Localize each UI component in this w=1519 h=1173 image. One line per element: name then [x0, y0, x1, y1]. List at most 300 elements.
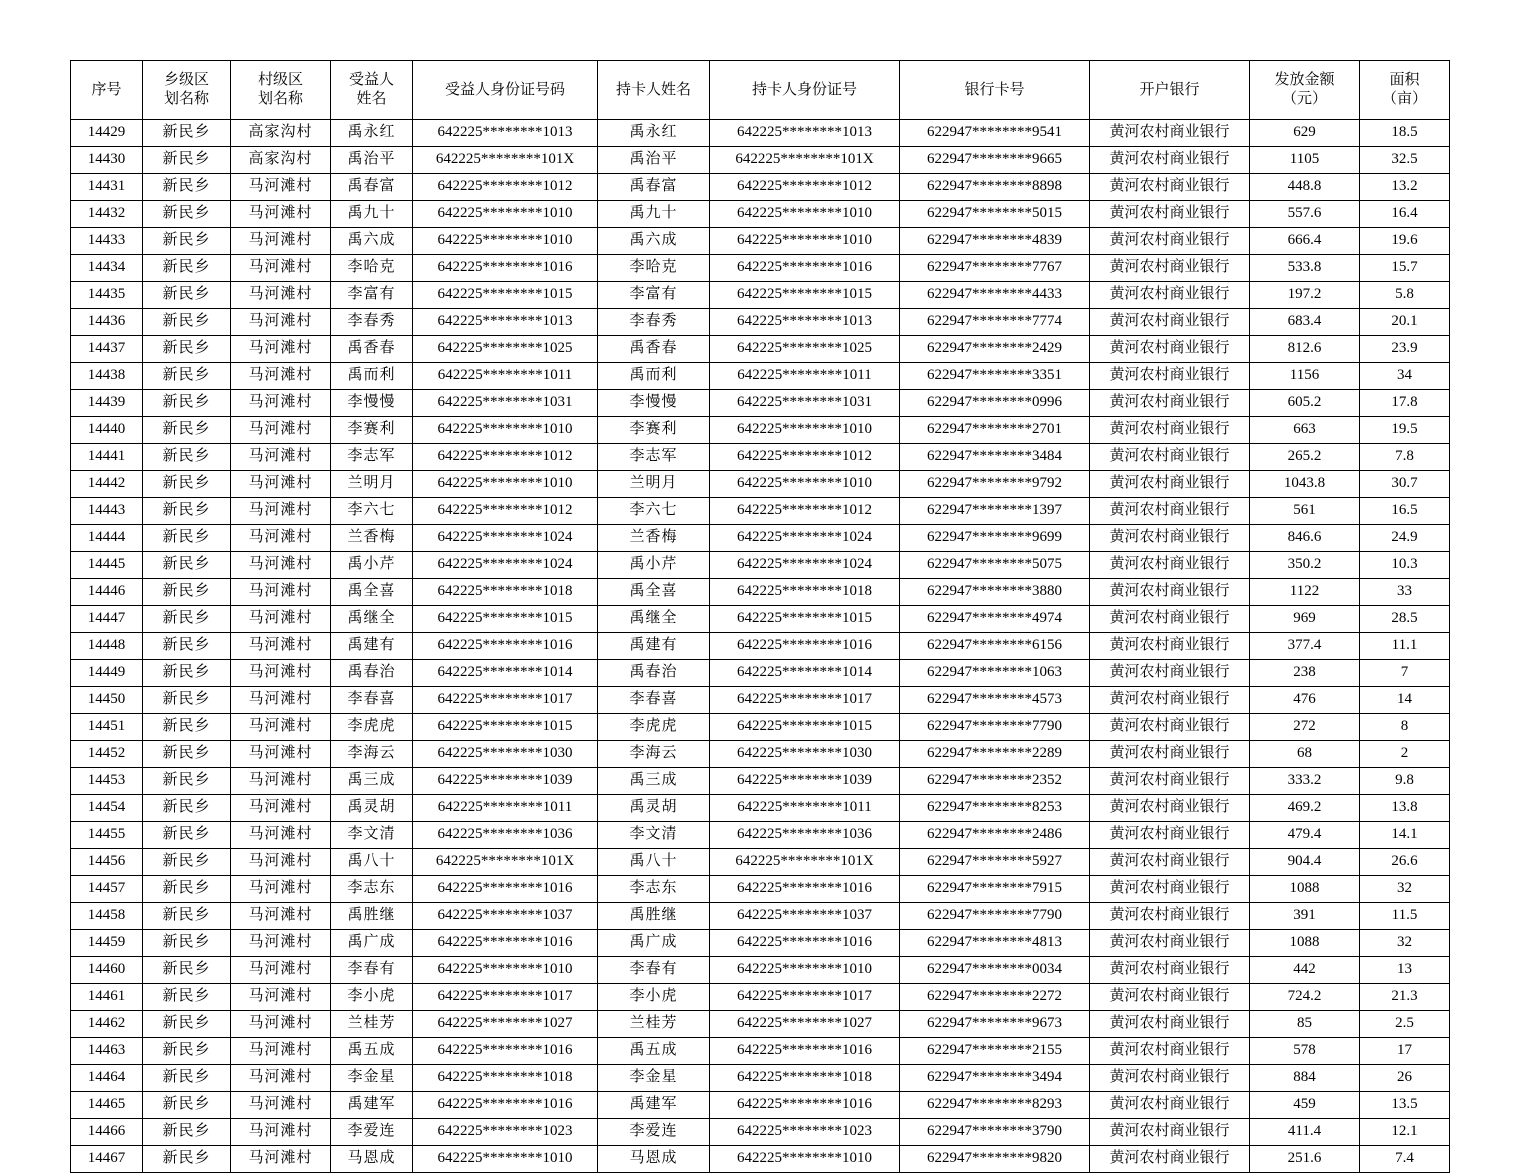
cell-area: 19.5 — [1360, 417, 1450, 444]
cell-bank: 黄河农村商业银行 — [1090, 498, 1250, 525]
cell-bank-card-number: 622947********1063 — [900, 660, 1090, 687]
table-row — [71, 876, 1450, 903]
cell-seq: 14467 — [71, 1146, 143, 1173]
cell-bank-card-number: 622947********8253 — [900, 795, 1090, 822]
header-line-1: 银行卡号 — [964, 81, 1025, 98]
cell-township: 新民乡 — [143, 201, 231, 228]
cell-beneficiary-id: 642225********1031 — [413, 390, 598, 417]
table-row — [71, 714, 1450, 741]
cell-amount: 1088 — [1250, 930, 1360, 957]
cell-bank-card-number: 622947********5075 — [900, 552, 1090, 579]
cell-township: 新民乡 — [143, 174, 231, 201]
cell-bank-card-number: 622947********9699 — [900, 525, 1090, 552]
cell-township: 新民乡 — [143, 660, 231, 687]
cell-seq: 14457 — [71, 876, 143, 903]
cell-village: 马河滩村 — [231, 660, 331, 687]
cell-seq: 14436 — [71, 309, 143, 336]
cell-area: 13 — [1360, 957, 1450, 984]
cell-seq: 14437 — [71, 336, 143, 363]
cell-beneficiary-id: 642225********1010 — [413, 1146, 598, 1173]
cell-cardholder-name: 李文清 — [598, 822, 710, 849]
cell-area: 24.9 — [1360, 525, 1450, 552]
cell-area: 11.1 — [1360, 633, 1450, 660]
table-row — [71, 957, 1450, 984]
cell-beneficiary-id: 642225********1016 — [413, 255, 598, 282]
cell-beneficiary-id: 642225********1037 — [413, 903, 598, 930]
cell-bank: 黄河农村商业银行 — [1090, 1065, 1250, 1092]
cell-bank-card-number: 622947********4813 — [900, 930, 1090, 957]
cell-bank: 黄河农村商业银行 — [1090, 336, 1250, 363]
cell-cardholder-id: 642225********1010 — [710, 417, 900, 444]
cell-village: 马河滩村 — [231, 633, 331, 660]
table-row — [71, 795, 1450, 822]
cell-beneficiary-name: 李春秀 — [331, 309, 413, 336]
cell-bank: 黄河农村商业银行 — [1090, 795, 1250, 822]
cell-amount: 251.6 — [1250, 1146, 1360, 1173]
cell-amount: 904.4 — [1250, 849, 1360, 876]
header-bank-card-number — [900, 61, 1090, 120]
table-row — [71, 552, 1450, 579]
cell-amount: 272 — [1250, 714, 1360, 741]
cell-cardholder-name: 李志军 — [598, 444, 710, 471]
cell-seq: 14455 — [71, 822, 143, 849]
cell-area: 23.9 — [1360, 336, 1450, 363]
cell-township: 新民乡 — [143, 444, 231, 471]
table-row — [71, 282, 1450, 309]
cell-cardholder-id: 642225********1039 — [710, 768, 900, 795]
cell-village: 马河滩村 — [231, 768, 331, 795]
table-row — [71, 1146, 1450, 1173]
cell-bank: 黄河农村商业银行 — [1090, 741, 1250, 768]
cell-area: 28.5 — [1360, 606, 1450, 633]
cell-bank-card-number: 622947********2486 — [900, 822, 1090, 849]
cell-village: 马河滩村 — [231, 1119, 331, 1146]
cell-bank: 黄河农村商业银行 — [1090, 552, 1250, 579]
cell-beneficiary-id: 642225********1010 — [413, 471, 598, 498]
cell-cardholder-name: 禹灵胡 — [598, 795, 710, 822]
cell-area: 34 — [1360, 363, 1450, 390]
cell-village: 马河滩村 — [231, 201, 331, 228]
table-row — [71, 444, 1450, 471]
cell-township: 新民乡 — [143, 714, 231, 741]
cell-bank-card-number: 622947********2352 — [900, 768, 1090, 795]
cell-cardholder-name: 禹六成 — [598, 228, 710, 255]
cell-area: 14.1 — [1360, 822, 1450, 849]
header-line-2: （亩） — [1381, 91, 1427, 107]
cell-beneficiary-name: 禹胜继 — [331, 903, 413, 930]
header-line-1: 村级区 — [257, 72, 303, 89]
cell-amount: 557.6 — [1250, 201, 1360, 228]
cell-amount: 68 — [1250, 741, 1360, 768]
cell-beneficiary-id: 642225********1027 — [413, 1011, 598, 1038]
cell-beneficiary-name: 禹香春 — [331, 336, 413, 363]
cell-township: 新民乡 — [143, 1092, 231, 1119]
cell-cardholder-id: 642225********1013 — [710, 309, 900, 336]
cell-bank: 黄河农村商业银行 — [1090, 525, 1250, 552]
cell-bank: 黄河农村商业银行 — [1090, 228, 1250, 255]
cell-beneficiary-name: 李虎虎 — [331, 714, 413, 741]
cell-cardholder-id: 642225********1023 — [710, 1119, 900, 1146]
cell-bank-card-number: 622947********3351 — [900, 363, 1090, 390]
cell-village: 马河滩村 — [231, 498, 331, 525]
cell-seq: 14446 — [71, 579, 143, 606]
cell-village: 马河滩村 — [231, 1146, 331, 1173]
cell-amount: 724.2 — [1250, 984, 1360, 1011]
cell-cardholder-name: 禹九十 — [598, 201, 710, 228]
cell-amount: 333.2 — [1250, 768, 1360, 795]
cell-area: 16.5 — [1360, 498, 1450, 525]
cell-seq: 14465 — [71, 1092, 143, 1119]
cell-bank-card-number: 622947********7767 — [900, 255, 1090, 282]
cell-seq: 14447 — [71, 606, 143, 633]
cell-cardholder-id: 642225********1018 — [710, 579, 900, 606]
cell-cardholder-id: 642225********1037 — [710, 903, 900, 930]
cell-cardholder-name: 李海云 — [598, 741, 710, 768]
cell-bank: 黄河农村商业银行 — [1090, 417, 1250, 444]
cell-township: 新民乡 — [143, 984, 231, 1011]
cell-beneficiary-name: 兰桂芳 — [331, 1011, 413, 1038]
cell-area: 26.6 — [1360, 849, 1450, 876]
cell-seq: 14444 — [71, 525, 143, 552]
cell-beneficiary-id: 642225********1013 — [413, 309, 598, 336]
cell-township: 新民乡 — [143, 525, 231, 552]
cell-seq: 14464 — [71, 1065, 143, 1092]
cell-beneficiary-name: 李富有 — [331, 282, 413, 309]
cell-cardholder-id: 642225********1015 — [710, 282, 900, 309]
cell-area: 15.7 — [1360, 255, 1450, 282]
cell-bank: 黄河农村商业银行 — [1090, 714, 1250, 741]
cell-bank: 黄河农村商业银行 — [1090, 957, 1250, 984]
cell-cardholder-id: 642225********1010 — [710, 228, 900, 255]
cell-bank-card-number: 622947********2155 — [900, 1038, 1090, 1065]
cell-cardholder-name: 禹建有 — [598, 633, 710, 660]
table-row — [71, 606, 1450, 633]
cell-bank: 黄河农村商业银行 — [1090, 390, 1250, 417]
cell-bank: 黄河农村商业银行 — [1090, 876, 1250, 903]
table-row — [71, 363, 1450, 390]
cell-bank-card-number: 622947********1397 — [900, 498, 1090, 525]
cell-bank: 黄河农村商业银行 — [1090, 201, 1250, 228]
cell-township: 新民乡 — [143, 147, 231, 174]
cell-seq: 14461 — [71, 984, 143, 1011]
cell-bank-card-number: 622947********2289 — [900, 741, 1090, 768]
cell-amount: 605.2 — [1250, 390, 1360, 417]
header-area — [1360, 61, 1450, 120]
cell-village: 马河滩村 — [231, 228, 331, 255]
cell-beneficiary-name: 李春喜 — [331, 687, 413, 714]
cell-beneficiary-id: 642225********1015 — [413, 282, 598, 309]
cell-cardholder-name: 禹春治 — [598, 660, 710, 687]
cell-seq: 14430 — [71, 147, 143, 174]
cell-village: 马河滩村 — [231, 579, 331, 606]
cell-cardholder-name: 马恩成 — [598, 1146, 710, 1173]
header-beneficiary-name — [331, 61, 413, 120]
cell-beneficiary-id: 642225********1023 — [413, 1119, 598, 1146]
cell-beneficiary-name: 兰明月 — [331, 471, 413, 498]
cell-cardholder-name: 禹而利 — [598, 363, 710, 390]
cell-bank: 黄河农村商业银行 — [1090, 687, 1250, 714]
cell-seq: 14442 — [71, 471, 143, 498]
cell-cardholder-id: 642225********1010 — [710, 201, 900, 228]
cell-amount: 683.4 — [1250, 309, 1360, 336]
cell-cardholder-name: 禹胜继 — [598, 903, 710, 930]
table-row — [71, 687, 1450, 714]
cell-bank: 黄河农村商业银行 — [1090, 579, 1250, 606]
cell-village: 马河滩村 — [231, 903, 331, 930]
cell-cardholder-id: 642225********1014 — [710, 660, 900, 687]
cell-bank: 黄河农村商业银行 — [1090, 822, 1250, 849]
cell-area: 8 — [1360, 714, 1450, 741]
cell-area: 26 — [1360, 1065, 1450, 1092]
table-row — [71, 903, 1450, 930]
cell-cardholder-id: 642225********1011 — [710, 363, 900, 390]
cell-cardholder-name: 李小虎 — [598, 984, 710, 1011]
cell-village: 高家沟村 — [231, 147, 331, 174]
cell-township: 新民乡 — [143, 957, 231, 984]
header-line-1: 受益人 — [348, 72, 394, 89]
cell-village: 高家沟村 — [231, 120, 331, 147]
cell-bank-card-number: 622947********4433 — [900, 282, 1090, 309]
cell-cardholder-name: 禹广成 — [598, 930, 710, 957]
cell-cardholder-id: 642225********1015 — [710, 606, 900, 633]
cell-bank: 黄河农村商业银行 — [1090, 255, 1250, 282]
cell-seq: 14462 — [71, 1011, 143, 1038]
table-row — [71, 147, 1450, 174]
cell-village: 马河滩村 — [231, 930, 331, 957]
cell-beneficiary-id: 642225********1039 — [413, 768, 598, 795]
cell-cardholder-id: 642225********1025 — [710, 336, 900, 363]
cell-beneficiary-id: 642225********1016 — [413, 1038, 598, 1065]
cell-amount: 469.2 — [1250, 795, 1360, 822]
cell-beneficiary-name: 禹建军 — [331, 1092, 413, 1119]
header-line-2: 划名称 — [257, 91, 303, 107]
cell-beneficiary-name: 李文清 — [331, 822, 413, 849]
header-line-2: 划名称 — [163, 91, 209, 107]
cell-cardholder-id: 642225********1016 — [710, 876, 900, 903]
cell-beneficiary-id: 642225********1036 — [413, 822, 598, 849]
cell-seq: 14439 — [71, 390, 143, 417]
cell-township: 新民乡 — [143, 363, 231, 390]
header-seq — [71, 61, 143, 120]
cell-amount: 442 — [1250, 957, 1360, 984]
cell-bank: 黄河农村商业银行 — [1090, 174, 1250, 201]
cell-area: 12.1 — [1360, 1119, 1450, 1146]
header-line-1: 发放金额 — [1274, 72, 1335, 89]
cell-beneficiary-id: 642225********1030 — [413, 741, 598, 768]
cell-bank-card-number: 622947********7790 — [900, 903, 1090, 930]
cell-bank-card-number: 622947********4573 — [900, 687, 1090, 714]
header-line-1: 面积 — [1389, 72, 1420, 89]
cell-area: 17.8 — [1360, 390, 1450, 417]
cell-amount: 666.4 — [1250, 228, 1360, 255]
table-row — [71, 228, 1450, 255]
cell-amount: 411.4 — [1250, 1119, 1360, 1146]
cell-cardholder-id: 642225********1030 — [710, 741, 900, 768]
cell-village: 马河滩村 — [231, 552, 331, 579]
table-row — [71, 1065, 1450, 1092]
cell-beneficiary-name: 李小虎 — [331, 984, 413, 1011]
cell-seq: 14458 — [71, 903, 143, 930]
table-row — [71, 471, 1450, 498]
cell-bank: 黄河农村商业银行 — [1090, 120, 1250, 147]
cell-bank-card-number: 622947********4974 — [900, 606, 1090, 633]
cell-beneficiary-id: 642225********1012 — [413, 444, 598, 471]
cell-cardholder-name: 禹八十 — [598, 849, 710, 876]
cell-area: 32.5 — [1360, 147, 1450, 174]
cell-cardholder-name: 禹治平 — [598, 147, 710, 174]
cell-seq: 14466 — [71, 1119, 143, 1146]
cell-cardholder-name: 禹三成 — [598, 768, 710, 795]
cell-township: 新民乡 — [143, 390, 231, 417]
cell-beneficiary-id: 642225********1017 — [413, 984, 598, 1011]
cell-bank: 黄河农村商业银行 — [1090, 903, 1250, 930]
cell-seq: 14454 — [71, 795, 143, 822]
cell-cardholder-name: 李春秀 — [598, 309, 710, 336]
cell-bank-card-number: 622947********6156 — [900, 633, 1090, 660]
cell-beneficiary-name: 禹六成 — [331, 228, 413, 255]
table-row — [71, 741, 1450, 768]
cell-cardholder-name: 禹全喜 — [598, 579, 710, 606]
table-row — [71, 1119, 1450, 1146]
cell-village: 马河滩村 — [231, 282, 331, 309]
cell-beneficiary-id: 642225********1012 — [413, 174, 598, 201]
table-row — [71, 579, 1450, 606]
cell-beneficiary-name: 禹三成 — [331, 768, 413, 795]
cell-beneficiary-id: 642225********1015 — [413, 714, 598, 741]
cell-bank: 黄河农村商业银行 — [1090, 606, 1250, 633]
cell-area: 18.5 — [1360, 120, 1450, 147]
cell-beneficiary-name: 禹九十 — [331, 201, 413, 228]
cell-area: 32 — [1360, 876, 1450, 903]
cell-seq: 14440 — [71, 417, 143, 444]
cell-beneficiary-id: 642225********1011 — [413, 795, 598, 822]
cell-bank-card-number: 622947********9541 — [900, 120, 1090, 147]
cell-village: 马河滩村 — [231, 606, 331, 633]
cell-beneficiary-name: 禹八十 — [331, 849, 413, 876]
cell-beneficiary-name: 李春有 — [331, 957, 413, 984]
cell-cardholder-id: 642225********1012 — [710, 498, 900, 525]
cell-bank: 黄河农村商业银行 — [1090, 849, 1250, 876]
cell-cardholder-name: 李六七 — [598, 498, 710, 525]
cell-beneficiary-name: 禹小芹 — [331, 552, 413, 579]
cell-bank-card-number: 622947********8898 — [900, 174, 1090, 201]
cell-bank: 黄河农村商业银行 — [1090, 1119, 1250, 1146]
cell-seq: 14435 — [71, 282, 143, 309]
cell-beneficiary-name: 禹而利 — [331, 363, 413, 390]
cell-cardholder-id: 642225********1027 — [710, 1011, 900, 1038]
cell-township: 新民乡 — [143, 1011, 231, 1038]
header-amount — [1250, 61, 1360, 120]
cell-beneficiary-id: 642225********1016 — [413, 633, 598, 660]
cell-beneficiary-name: 李爱连 — [331, 1119, 413, 1146]
cell-amount: 1088 — [1250, 876, 1360, 903]
cell-beneficiary-name: 李六七 — [331, 498, 413, 525]
cell-cardholder-id: 642225********1016 — [710, 1038, 900, 1065]
cell-cardholder-name: 禹永红 — [598, 120, 710, 147]
cell-bank-card-number: 622947********2272 — [900, 984, 1090, 1011]
cell-cardholder-id: 642225********1016 — [710, 255, 900, 282]
cell-cardholder-id: 642225********1016 — [710, 633, 900, 660]
cell-village: 马河滩村 — [231, 876, 331, 903]
cell-bank-card-number: 622947********4839 — [900, 228, 1090, 255]
table-row — [71, 1092, 1450, 1119]
cell-cardholder-name: 禹春富 — [598, 174, 710, 201]
cell-cardholder-id: 642225********1024 — [710, 552, 900, 579]
cell-beneficiary-id: 642225********1016 — [413, 1092, 598, 1119]
cell-bank-card-number: 622947********9820 — [900, 1146, 1090, 1173]
cell-cardholder-name: 禹建军 — [598, 1092, 710, 1119]
cell-bank-card-number: 622947********5927 — [900, 849, 1090, 876]
cell-seq: 14459 — [71, 930, 143, 957]
cell-beneficiary-name: 马恩成 — [331, 1146, 413, 1173]
cell-seq: 14451 — [71, 714, 143, 741]
cell-amount: 846.6 — [1250, 525, 1360, 552]
cell-beneficiary-name: 李哈克 — [331, 255, 413, 282]
header-village — [231, 61, 331, 120]
cell-township: 新民乡 — [143, 579, 231, 606]
table-header-row — [71, 61, 1450, 120]
cell-seq: 14431 — [71, 174, 143, 201]
header-beneficiary-id — [413, 61, 598, 120]
cell-township: 新民乡 — [143, 282, 231, 309]
cell-amount: 350.2 — [1250, 552, 1360, 579]
cell-amount: 1122 — [1250, 579, 1360, 606]
cell-village: 马河滩村 — [231, 957, 331, 984]
cell-cardholder-id: 642225********101X — [710, 849, 900, 876]
cell-beneficiary-id: 642225********1010 — [413, 957, 598, 984]
cell-village: 马河滩村 — [231, 984, 331, 1011]
cell-seq: 14429 — [71, 120, 143, 147]
cell-seq: 14441 — [71, 444, 143, 471]
cell-beneficiary-id: 642225********1018 — [413, 1065, 598, 1092]
table-row — [71, 201, 1450, 228]
header-line-2: （元） — [1281, 91, 1327, 107]
cell-bank: 黄河农村商业银行 — [1090, 1038, 1250, 1065]
cell-bank: 黄河农村商业银行 — [1090, 1146, 1250, 1173]
cell-beneficiary-name: 李志军 — [331, 444, 413, 471]
cell-amount: 1105 — [1250, 147, 1360, 174]
cell-beneficiary-name: 禹灵胡 — [331, 795, 413, 822]
cell-township: 新民乡 — [143, 633, 231, 660]
cell-area: 2.5 — [1360, 1011, 1450, 1038]
table-row — [71, 417, 1450, 444]
cell-cardholder-id: 642225********1013 — [710, 120, 900, 147]
cell-beneficiary-name: 李志东 — [331, 876, 413, 903]
cell-beneficiary-name: 李海云 — [331, 741, 413, 768]
cell-township: 新民乡 — [143, 1146, 231, 1173]
cell-village: 马河滩村 — [231, 1065, 331, 1092]
cell-township: 新民乡 — [143, 1119, 231, 1146]
cell-village: 马河滩村 — [231, 714, 331, 741]
cell-cardholder-name: 禹小芹 — [598, 552, 710, 579]
cell-amount: 448.8 — [1250, 174, 1360, 201]
cell-cardholder-name: 兰明月 — [598, 471, 710, 498]
cell-seq: 14438 — [71, 363, 143, 390]
cell-amount: 377.4 — [1250, 633, 1360, 660]
cell-area: 13.8 — [1360, 795, 1450, 822]
cell-bank: 黄河农村商业银行 — [1090, 309, 1250, 336]
cell-cardholder-id: 642225********1012 — [710, 174, 900, 201]
cell-bank-card-number: 622947********3880 — [900, 579, 1090, 606]
table-row — [71, 255, 1450, 282]
cell-village: 马河滩村 — [231, 1038, 331, 1065]
cell-amount: 459 — [1250, 1092, 1360, 1119]
cell-area: 33 — [1360, 579, 1450, 606]
cell-cardholder-id: 642225********1015 — [710, 714, 900, 741]
header-line-1: 序号 — [91, 81, 122, 98]
cell-cardholder-name: 李春有 — [598, 957, 710, 984]
cell-beneficiary-id: 642225********1012 — [413, 498, 598, 525]
